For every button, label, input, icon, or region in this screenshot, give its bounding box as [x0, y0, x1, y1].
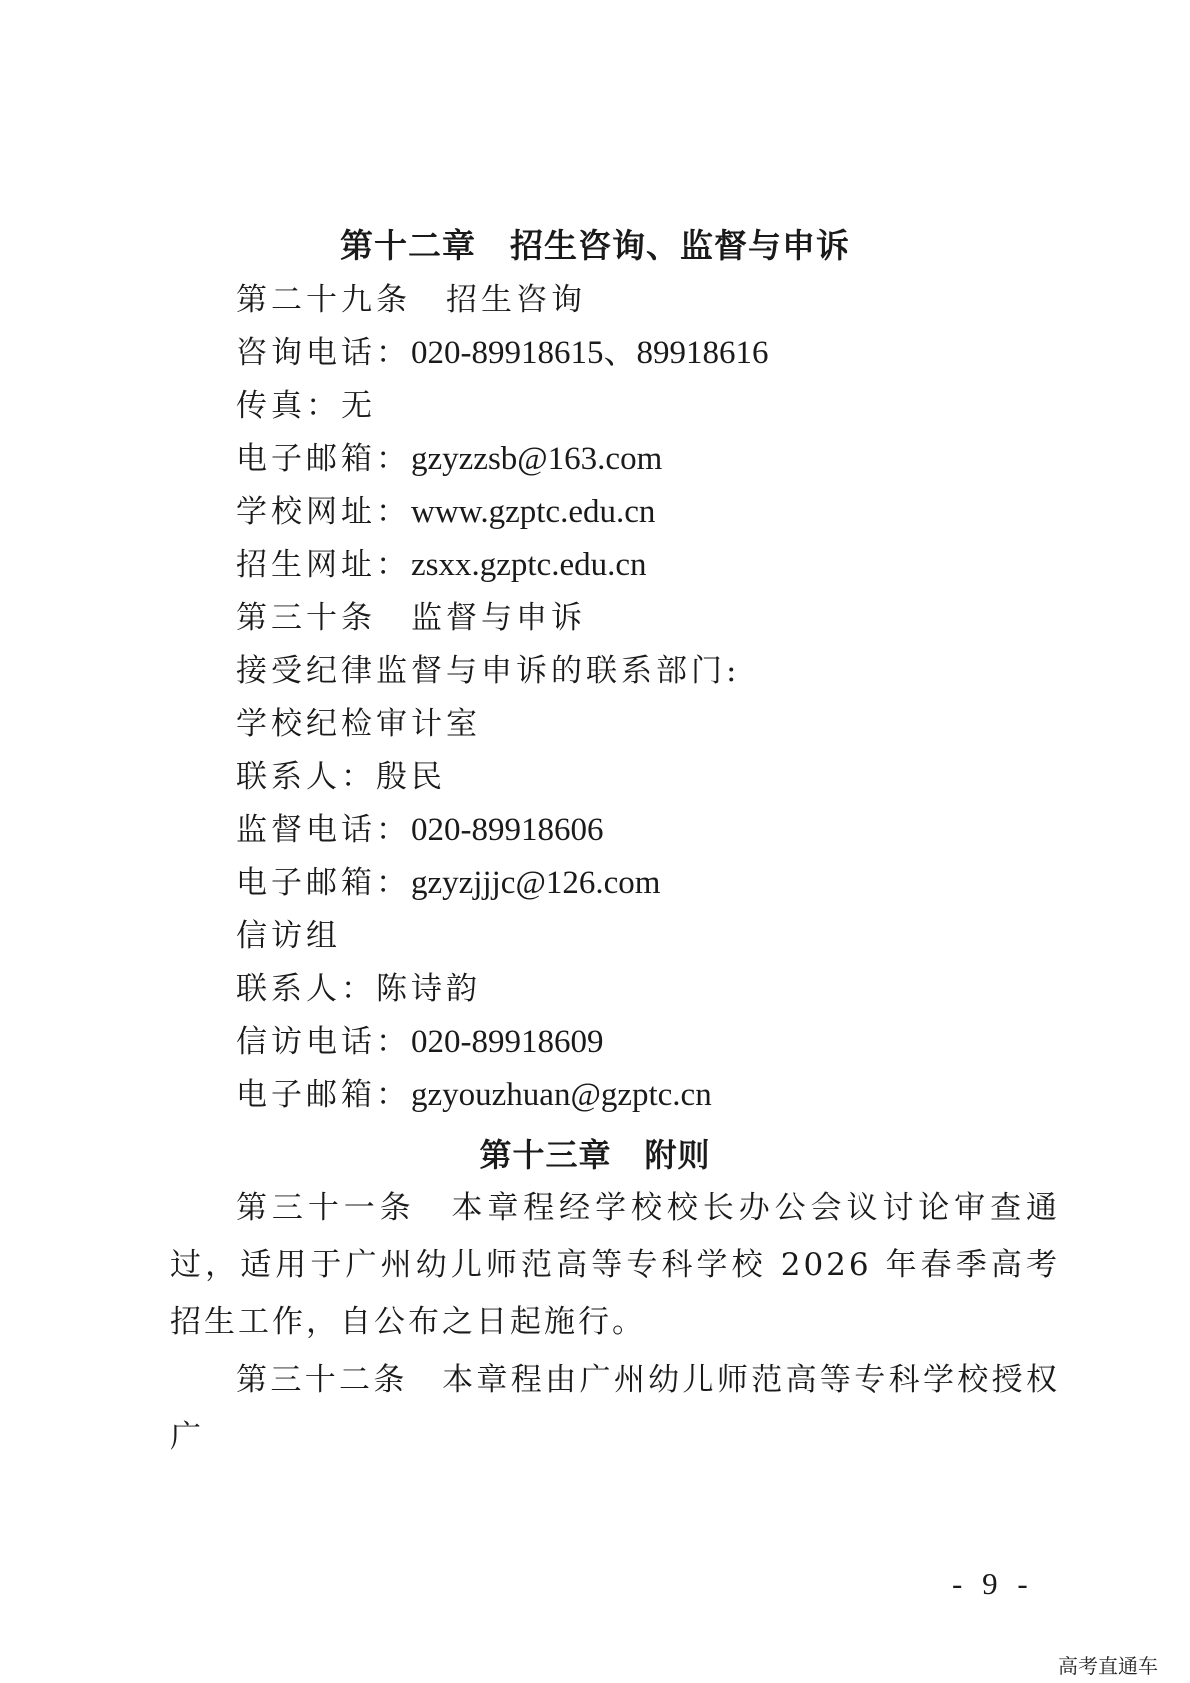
consult-phone-line: [236, 333, 769, 373]
dept1-email-label: 电子邮箱：: [236, 865, 411, 901]
dept2-email-label: 电子邮箱：: [236, 1077, 411, 1113]
dept1-email-value: gzyzjjjc@126.com: [411, 865, 661, 901]
dept1-phone-value: 020-89918606: [411, 812, 604, 848]
dept2-phone-value: 020-89918609: [411, 1024, 604, 1060]
website-label: 学校网址：: [236, 494, 411, 530]
chapter-12-title: 第十二章 招生咨询、监督与申诉: [340, 226, 850, 265]
admissions-site-label: 招生网址：: [236, 547, 411, 583]
consult-phone-value: 020-89918615、89918616: [411, 335, 769, 371]
article-32-paragraph: [170, 1352, 1060, 1466]
dept1-phone-line: [236, 810, 604, 850]
article-31-paragraph: [170, 1180, 1060, 1351]
watermark-text: 高考直通车: [1058, 1654, 1158, 1678]
article-30-heading: 第三十条 监督与申诉: [236, 600, 586, 636]
admissions-site-line: [236, 545, 647, 585]
dept1-name: 学校纪检审计室: [236, 706, 481, 742]
email-value: gzyzzsb@163.com: [411, 441, 663, 477]
dept2-phone-label: 信访电话：: [236, 1024, 411, 1060]
dept1-phone-label: 监督电话：: [236, 812, 411, 848]
dept2-name: 信访组: [236, 918, 341, 954]
dept1-contact-value: 殷民: [376, 759, 446, 795]
dept1-contact-label: 联系人：: [236, 759, 376, 795]
dept1-contact-line: [236, 757, 446, 797]
fax-line: [236, 386, 376, 426]
admissions-site-value: zsxx.gzptc.edu.cn: [411, 547, 647, 583]
website-value: www.gzptc.edu.cn: [411, 494, 656, 530]
dept1-email-line: [236, 863, 660, 903]
email-line: [236, 439, 662, 479]
dept2-contact-value: 陈诗韵: [376, 971, 481, 1007]
dept2-email-line: [236, 1075, 712, 1115]
fax-label: 传真：: [236, 388, 341, 424]
page-number: - 9 -: [952, 1566, 1034, 1601]
article-31-text: 第三十一条 本章程经学校校长办公会议讨论审查通过，适用于广州幼儿师范高等专科学校 2026 年春季高考招生工作，自公布之日起施行。: [170, 1190, 1060, 1340]
website-line: [236, 492, 655, 532]
fax-value: 无: [341, 388, 376, 424]
consult-phone-label: 咨询电话：: [236, 335, 411, 371]
chapter-13-title: 第十三章 附则: [479, 1136, 711, 1174]
article-29-heading: 第二十九条 招生咨询: [236, 282, 586, 318]
supervision-intro: 接受纪律监督与申诉的联系部门:: [236, 653, 741, 689]
article-32-text: 第三十二条 本章程由广州幼儿师范高等专科学校授权广: [170, 1362, 1060, 1455]
dept2-contact-label: 联系人：: [236, 971, 376, 1007]
dept2-contact-line: [236, 969, 481, 1009]
dept2-email-value: gzyouzhuan@gzptc.cn: [411, 1077, 712, 1113]
email-label: 电子邮箱：: [236, 441, 411, 477]
dept2-phone-line: [236, 1022, 604, 1062]
